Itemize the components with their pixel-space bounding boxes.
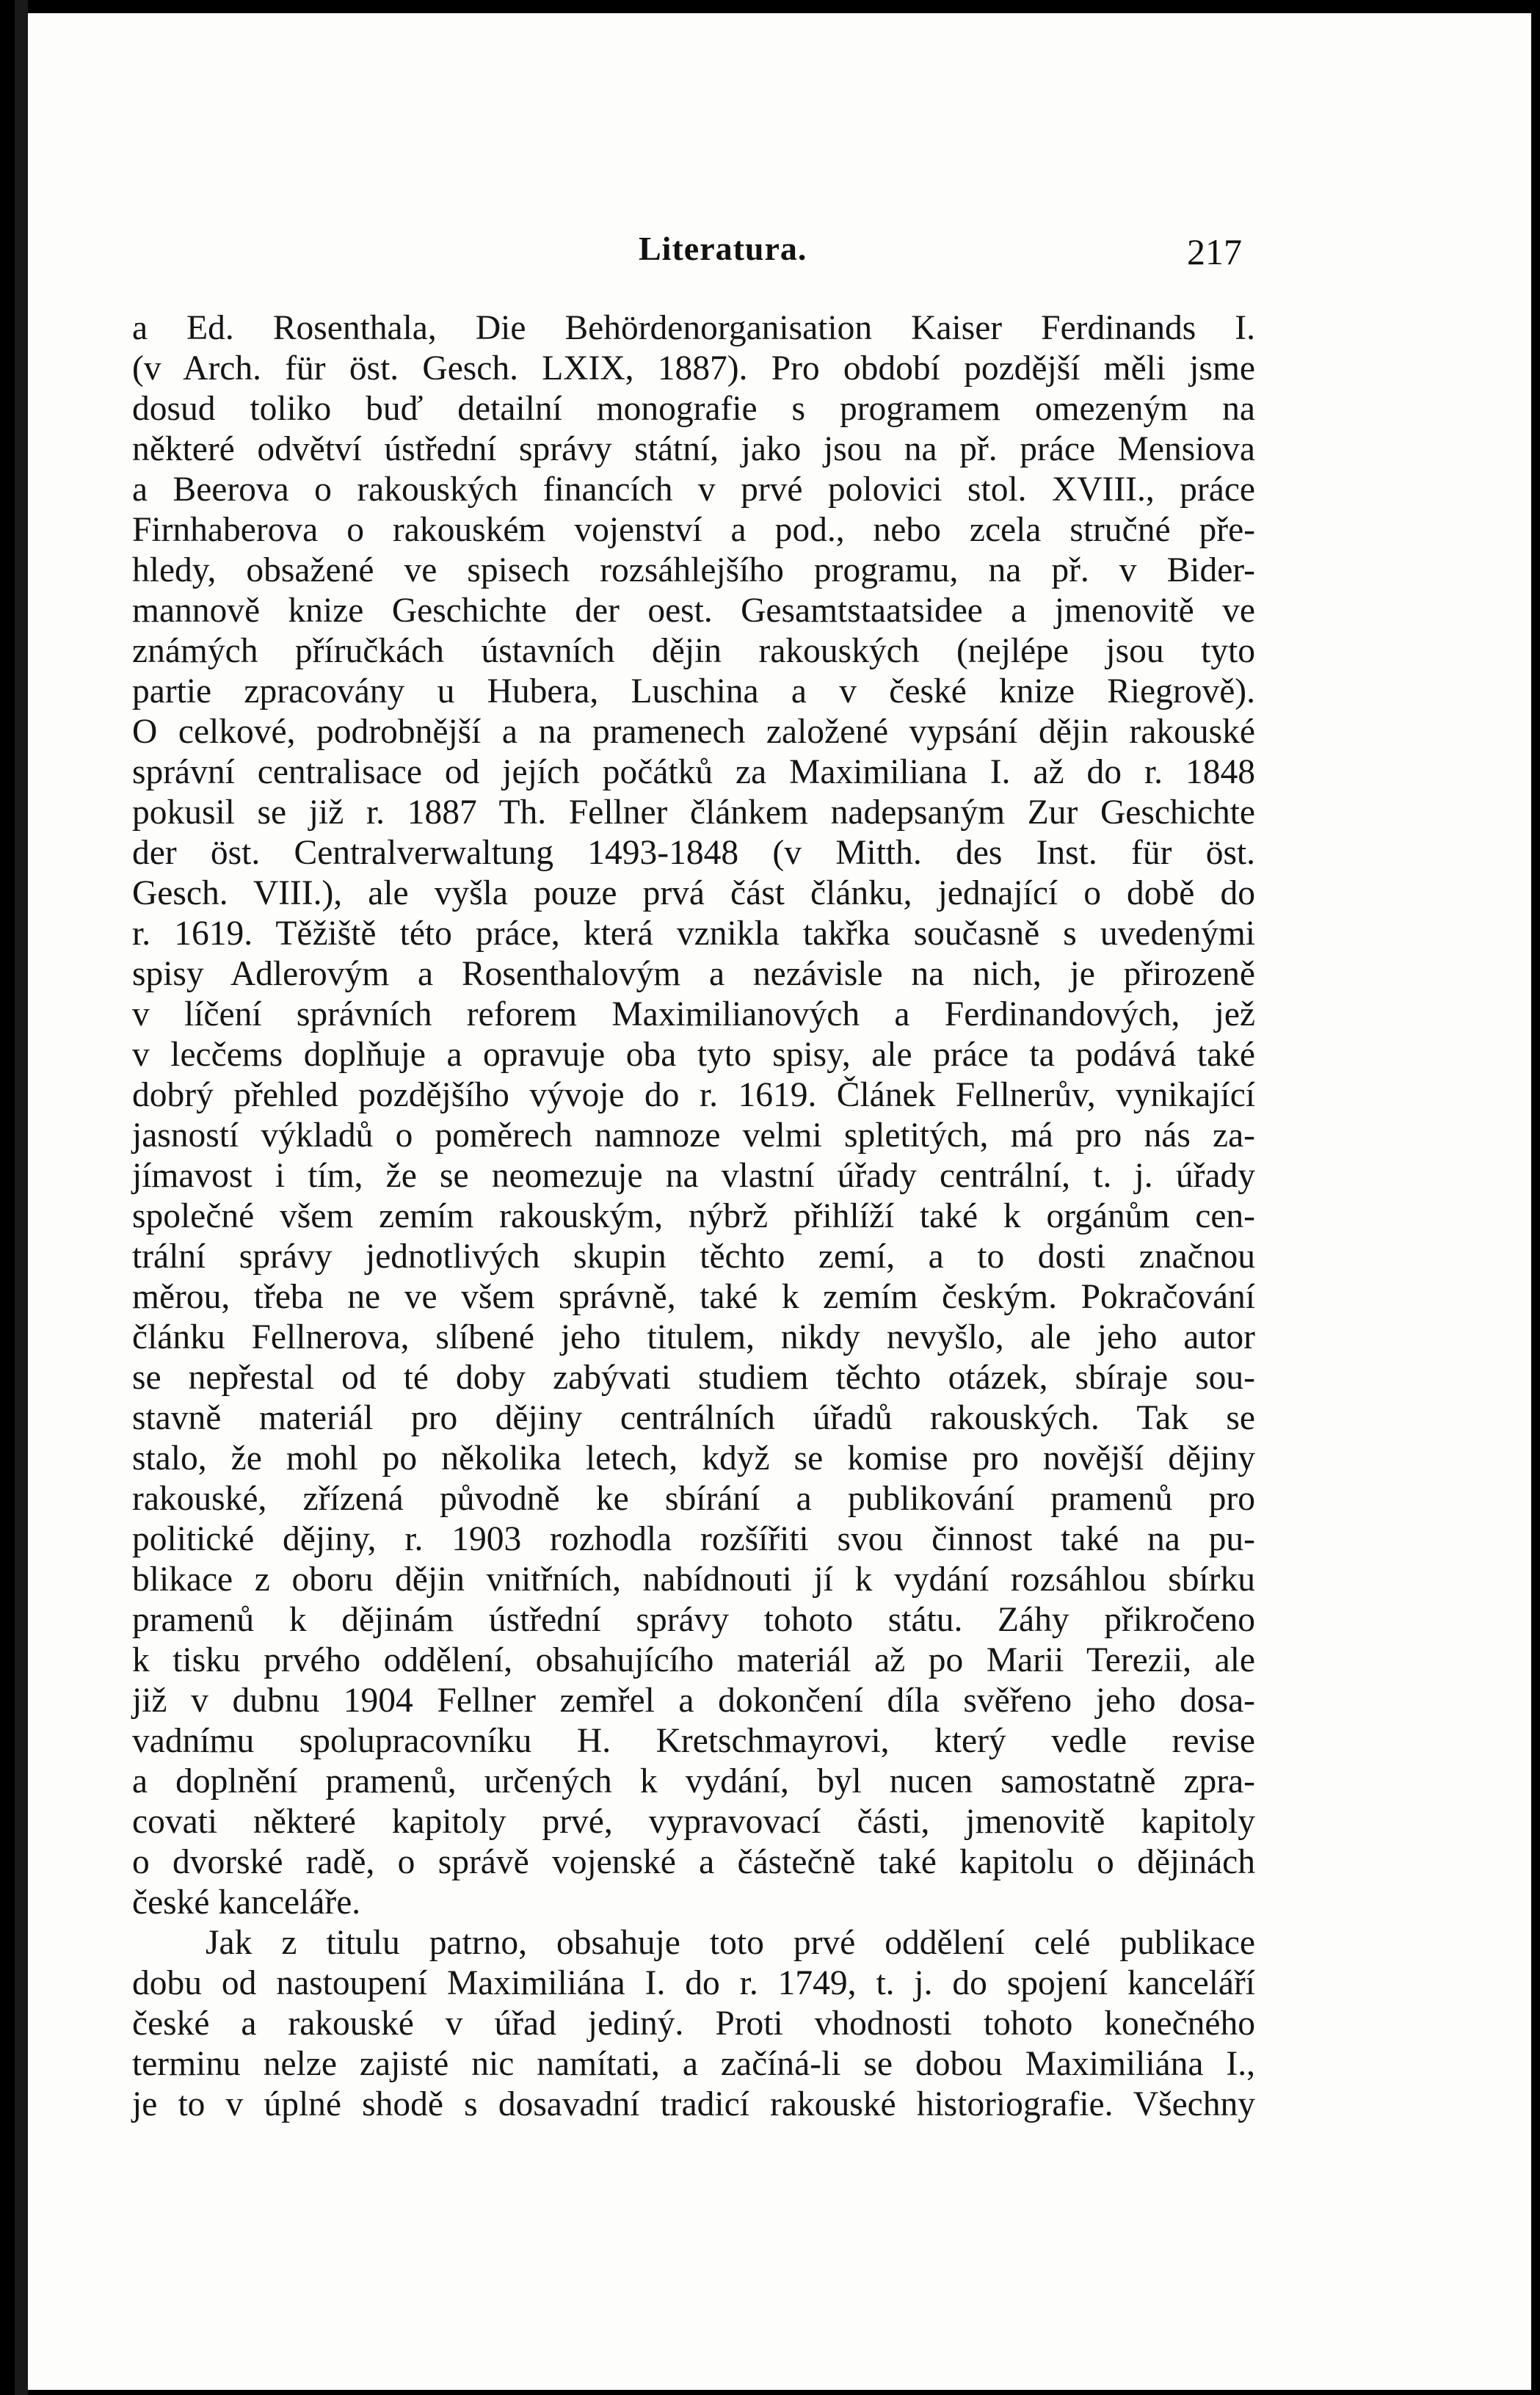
text-line: české kanceláře. [132,1883,361,1922]
text-line: jímavost i tím, že se neomezuje na vlastní úřady centrální, t. j. úřady [132,1157,1255,1195]
text-line: v líčení správních reforem Maximilianových a Ferdinandových, jež [132,995,1255,1033]
text-line: některé odvětví ústřední správy státní, jako jsou na př. práce Mensiova [132,430,1255,468]
text-line: Firnhaberova o rakouském vojenství a pod., nebo zcela stručné pře- [132,511,1255,549]
text-line: a doplnění pramenů, určených k vydání, byl nucen samostatně zpra- [132,1762,1255,1800]
text-line: měrou, třeba ne ve všem správně, také k zemím českým. Pokračování [132,1278,1255,1316]
page-header [0,229,1540,280]
text-line: blikace z oboru dějin vnitřních, nabídnouti jí k vydání rozsáhlou sbírku [132,1560,1255,1599]
text-line: (v Arch. für öst. Gesch. LXIX, 1887). Pro období pozdější měli jsme [132,349,1255,388]
text-line: stavně materiál pro dějiny centrálních úřadů rakouských. Tak se [132,1399,1255,1437]
running-head: Literatura. [639,230,807,267]
text-line: mannově knize Geschichte der oest. Gesamtstaatsidee a jmenovitě ve [132,592,1255,630]
text-line: pramenů k dějinám ústřední správy tohoto státu. Záhy přikročeno [132,1601,1255,1639]
text-line: v lecčems doplňuje a opravuje oba tyto spisy, ale práce ta podává také [132,1036,1255,1074]
text-line: správní centralisace od jejích počátků za Maximiliana I. až do r. 1848 [132,753,1255,791]
text-line: hledy, obsažené ve spisech rozsáhlejšího programu, na př. v Bider- [132,551,1255,589]
body-text [132,308,1255,2125]
text-line: k tisku prvého oddělení, obsahujícího materiál až po Marii Terezii, ale [132,1641,1255,1679]
text-line: Gesch. VIII.), ale vyšla pouze prvá část článku, jednající o době do [132,874,1255,912]
text-line: pokusil se již r. 1887 Th. Fellner článkem nadepsaným Zur Geschichte [132,793,1255,832]
text-line: partie zpracovány u Hubera, Luschina a v české knize Riegrově). [132,672,1255,710]
book-spine-shadow [15,0,28,2395]
text-line: společné všem zemím rakouským, nýbrž přihlíží také k orgánům cen- [132,1197,1255,1235]
text-line: článku Fellnerova, slíbené jeho titulem, nikdy nevyšlo, ale jeho autor [132,1318,1255,1356]
text-line: Jak z titulu patrno, obsahuje toto prvé oddělení celé publikace [206,1924,1255,1962]
text-line: je to v úplné shodě s dosavadní tradicí rakouské historiografie. Všechny [132,2085,1255,2123]
text-line: a Beerova o rakouských financích v prvé polovici stol. XVIII., práce [132,470,1255,509]
text-line: dobu od nastoupení Maximiliána I. do r. 1749, t. j. do spojení kanceláří [132,1964,1255,2002]
text-line: jasností výkladů o poměrech namnoze velmi spletitých, má pro nás za- [132,1116,1255,1155]
text-line: O celkové, podrobnější a na pramenech založené vypsání dějin rakouské [132,713,1255,751]
text-line: r. 1619. Těžiště této práce, která vznikla takřka současně s uvedenými [132,915,1255,953]
page-number: 217 [1187,231,1242,272]
text-line: terminu nelze zajisté nic namítati, a začíná-li se dobou Maximiliána I., [132,2045,1255,2083]
text-line: známých příručkách ústavních dějin rakouských (nejlépe jsou tyto [132,632,1255,670]
text-line: již v dubnu 1904 Fellner zemřel a dokončení díla svěřeno jeho dosa- [132,1682,1255,1720]
text-line: vadnímu spolupracovníku H. Kretschmayrovi, který vedle revise [132,1722,1255,1760]
text-line: stalo, že mohl po několika letech, když se komise pro novější dějiny [132,1439,1255,1478]
text-line: spisy Adlerovým a Rosenthalovým a nezávisle na nich, je přirozeně [132,955,1255,993]
text-line: dobrý přehled pozdějšího vývoje do r. 1619. Článek Fellnerův, vynikající [132,1076,1255,1114]
text-line: o dvorské radě, o správě vojenské a částečně také kapitolu o dějinách [132,1843,1255,1881]
text-line: rakouské, zřízená původně ke sbírání a publikování pramenů pro [132,1480,1255,1518]
text-line: dosud toliko buď detailní monografie s programem omezeným na [132,390,1255,428]
text-line: trální správy jednotlivých skupin těchto zemí, a to dosti značnou [132,1238,1255,1276]
text-line: politické dějiny, r. 1903 rozhodla rozšířiti svou činnost také na pu- [132,1520,1255,1558]
text-line: covati některé kapitoly prvé, vypravovací části, jmenovitě kapitoly [132,1803,1255,1841]
text-line: se nepřestal od té doby zabývati studiem těchto otázek, sbíraje sou- [132,1359,1255,1397]
text-line: der öst. Centralverwaltung 1493-1848 (v Mitth. des Inst. für öst. [132,834,1255,872]
text-line: české a rakouské v úřad jediný. Proti vhodnosti tohoto konečného [132,2005,1255,2043]
text-line: a Ed. Rosenthala, Die Behördenorganisation Kaiser Ferdinands I. [132,309,1255,347]
